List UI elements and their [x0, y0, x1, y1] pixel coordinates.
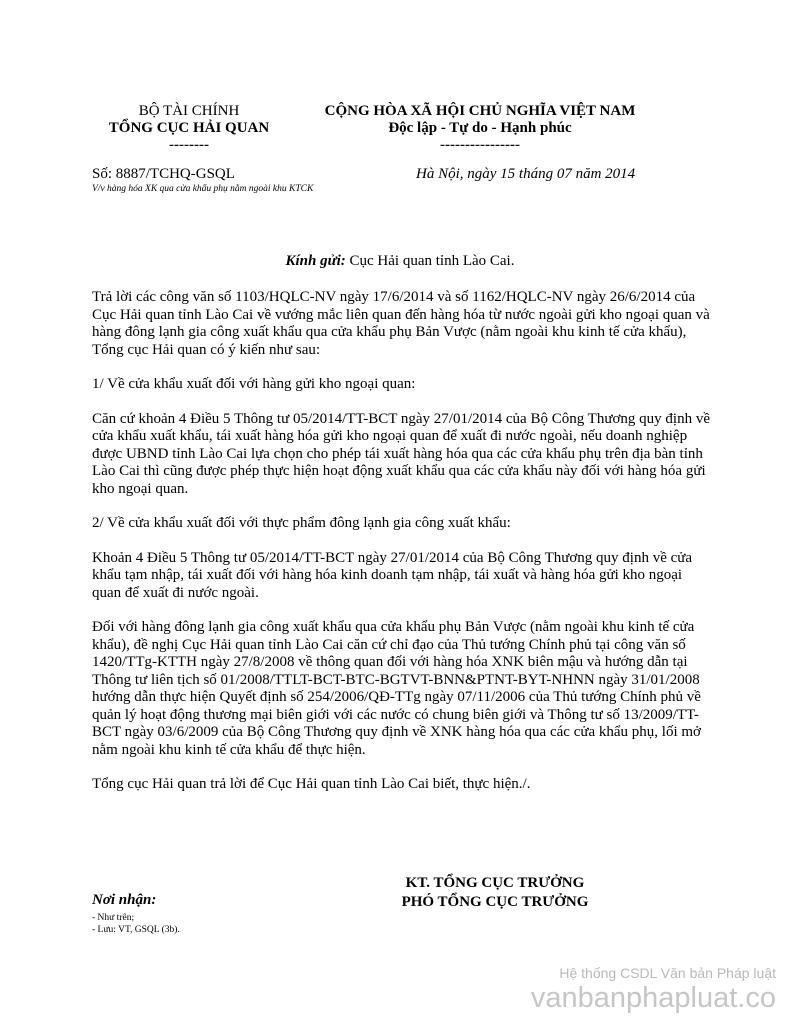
document-number: Số: 8887/TCHQ-GSQL [92, 166, 235, 182]
body-paragraph: Căn cứ khoản 4 Điều 5 Thông tư 05/2014/TT-BCT ngày 27/01/2014 của Bộ Công Thương quy định về cửa khẩu xuất khẩu, tái xuất hàng hóa gửi kho ngoại quan để xuất đi nước ngoài, nếu doanh nghiệp được UBND tỉnh Lào Cai lựa chọn cho phép tái xuất hàng hóa qua các cửa khẩu phụ trên địa bàn tỉnh Lào Cai thì cũng được phép thực hiện hoạt động xuất khẩu qua các cửa khẩu này đối với hàng hóa gửi kho ngoại quan. [92, 410, 710, 497]
motto-rule: ---------------- [440, 137, 520, 153]
watermark [531, 965, 776, 1015]
recipient-label: Kính gửi: [285, 253, 346, 269]
body-paragraph: Khoản 4 Điều 5 Thông tư 05/2014/TT-BCT ngày 27/01/2014 của Bộ Công Thương quy định về cửa khẩu tạm nhập, tái xuất đối với hàng hóa kinh doanh tạm nhập, tái xuất và hàng hóa gửi kho ngoại quan để xuất đi nước ngoài. [92, 549, 693, 601]
ministry-name: BỘ TÀI CHÍNH [138, 103, 240, 119]
watermark-caption: Hệ thống CSDL Văn bản Pháp luật [559, 965, 776, 981]
department-name: TỔNG CỤC HẢI QUAN [108, 120, 270, 136]
signature-subtitle: PHÓ TỔNG CỤC TRƯỞNG [401, 894, 589, 910]
signature-block [370, 874, 620, 912]
recipients-list [92, 912, 180, 936]
recipient-name: Cục Hải quan tỉnh Lào Cai. [345, 253, 515, 269]
recipient-item: - Như trên; [92, 913, 135, 923]
recipient-line [0, 253, 800, 270]
section-heading: 2/ Về cửa khẩu xuất đối với thực phẩm đông lạnh gia công xuất khẩu: [92, 515, 511, 531]
signature-title: KT. TỔNG CỤC TRƯỞNG [405, 875, 585, 891]
recipient-item: - Lưu: VT, GSQL (3b). [92, 925, 180, 935]
national-motto: Độc lập - Tự do - Hạnh phúc [388, 120, 572, 136]
watermark-site: vanbanphapluat.co [530, 982, 776, 1014]
closing-paragraph: Tổng cục Hải quan trả lời để Cục Hải quan tỉnh Lào Cai biết, thực hiện./. [92, 776, 531, 792]
issuer-header [80, 103, 298, 154]
place-and-date: Hà Nội, ngày 15 tháng 07 năm 2014 [416, 166, 636, 182]
issuer-rule: -------- [169, 137, 209, 153]
document-body [92, 289, 714, 811]
national-header [305, 103, 655, 154]
body-paragraph: Trả lời các công văn số 1103/HQLC-NV ngày 17/6/2014 và số 1162/HQLC-NV ngày 26/6/2014 của Cục Hải quan tỉnh Lào Cai về vướng mắc liên quan đến hàng hóa từ nước ngoài gửi kho ngoại quan và hàng đông lạnh gia công xuất khẩu qua cửa khẩu phụ Bản Vược (nằm ngoài khu kinh tế cửa khẩu), Tổng cục Hải quan có ý kiến như sau: [92, 289, 710, 358]
document-subject: V/v hàng hóa XK qua cửa khẩu phụ nằm ngoài khu KTCK [92, 184, 314, 194]
body-paragraph: Đối với hàng đông lạnh gia công xuất khẩu qua cửa khẩu phụ Bản Vược (nằm ngoài khu kinh tế cửa khẩu), đề nghị Cục Hải quan tỉnh Lào Cai căn cứ chỉ đạo của Thủ tướng Chính phủ tại công văn số 1420/TTg-KTTH ngày 27/8/2008 về thông quan đối với hàng hóa XNK biên mậu và hướng dẫn tại Thông tư liên tịch số 01/2008/TTLT-BCT-BTC-BGTVT-BNN&PTNT-BYT-NHNN ngày 31/01/2008 hướng dẫn thực hiện Quyết định số 254/2006/QĐ-TTg ngày 07/11/2006 của Thủ tướng Chính phủ về quản lý hoạt động thương mại biên giới với các nước có chung biên giới và Thông tư số 13/2009/TT-BCT ngày 03/6/2009 của Bộ Công Thương quy định về XNK hàng hóa qua các cửa khẩu phụ, lối mở nằm ngoài khu kinh tế cửa khẩu để thực hiện. [92, 619, 701, 758]
country-name: CỘNG HÒA XÃ HỘI CHỦ NGHĨA VIỆT NAM [324, 103, 636, 119]
section-heading: 1/ Về cửa khẩu xuất đối với hàng gửi kho ngoại quan: [92, 376, 416, 392]
recipients-label: Nơi nhận: [92, 892, 157, 908]
